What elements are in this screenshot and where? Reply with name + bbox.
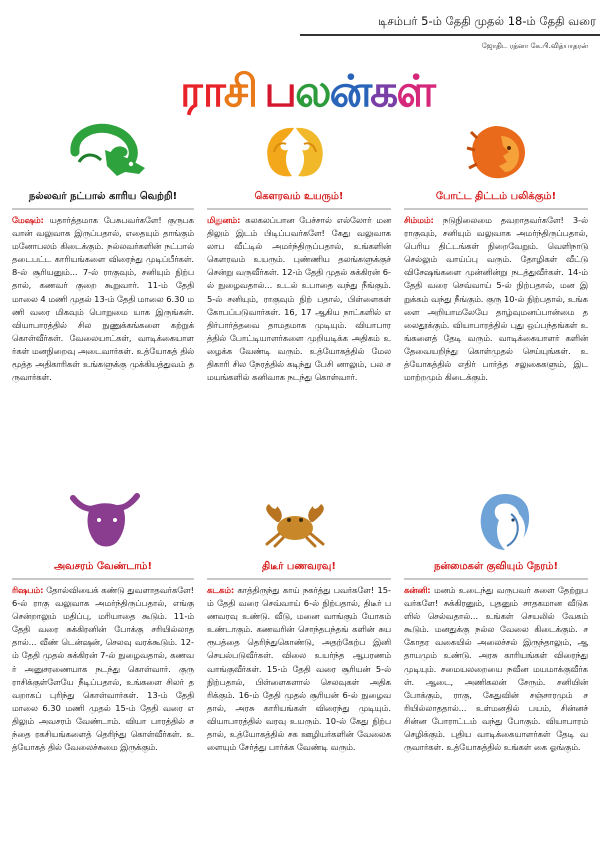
sign-rishabam <box>12 558 194 754</box>
sign-heading: நன்மைகள் குவியும் நேரம்! <box>404 558 588 580</box>
sign-simmam <box>404 188 588 384</box>
sign-text: நடுநிலைமை தவறாதவர்களே! 3-ல் ராகுவும், சனியும் வலுவாக அமர்ந்திருப்பதால், பெரிய திட்டங்கள் நிறைவேறும். வெளிநாடு செல்லும் வாய்ப்பு வரும். தோழிகள் வீட்டு விசேஷங்களை முன்னின்று நடத்துவீர்கள். 14-ம் தேதி வரை செவ்வாய் 5-ல் நிற்பதால், மன இறுக்கம் வந்து நீங்கும். குரு 10-ல் நிற்பதால், உங்களை அறியாமலேயே தாழ்வுமனப்பான்மை தலைதூக்கும். வியாபாரத்தில் புது ஒப்பந்தங்கள் உங்களைத் தேடி வரும். வாடிக்கையாளர் களின் தேவையறிந்து கொள்முதல் செய்யுங்கள். உத்யோகத்தில் எதிர் பார்த்த சலுகைகளும், இடமாற்றமும் கிடைக்கும். <box>404 215 588 383</box>
lion-icon <box>465 122 535 182</box>
sign-heading: கௌரவம் உயரும்! <box>207 188 391 210</box>
author-byline: ஜோதிட ரத்னா கே.பி.வித்யாதரன் <box>481 42 588 50</box>
title-letter: ல <box>294 66 330 117</box>
title-letter: ள் <box>396 66 434 117</box>
title-letter: ப <box>264 66 295 117</box>
sign-body <box>207 584 391 754</box>
sign-heading: திடீர் பணவரவு! <box>207 558 391 580</box>
sign-text: தோல்வியைக் கண்டு துவளாதவர்களே! 6-ல் ராகு வலுவாக அமர்ந்திருப்பதால், எங்கு சென்றாலும் மதிப்பு, மரியாதை கூடும். 11-ம் தேதி வரை சுக்கிரனின் போக்கு சரியில்லாததால்... வீண் டென்ஷன், செலவு வரக்கூடும். 12-ம் தேதி முதல் சுக்கிரன் 7-ல் நுழைவதால், கணவர் அனுசரணையாக நடந்து கொள்வார். குரு ராசிக்குள்ளேயே நீடிப்பதால், உங்களை சிலர் தவறாகப் புரிந்து கொள்வார்கள். 13-ம் தேதி மாலை 6.30 மணி முதல் 15-ம் தேதி வரை எதிலும் அவசரம் வேண்டாம். வியா பாரத்தில் சந்தை ரகசியங்களைத் தெரிந்து கொள்வீர்கள். உத்யோகத் தில் வேலைச்சுமை இருக்கும். <box>12 585 194 753</box>
sign-heading: அவசரம் வேண்டாம்! <box>12 558 194 580</box>
sign-heading: நல்லவர் நட்பால் காரிய வெற்றி! <box>12 188 194 210</box>
sign-kadagam <box>207 558 391 754</box>
title-letter: ரா <box>180 66 224 117</box>
title-letter: சி <box>223 66 257 117</box>
crab-icon <box>255 500 335 548</box>
sign-text: காத்திருந்து காய் நகர்த்து பவர்களே! 15-ம் தேதி வரை செவ்வாய் 6-ல் நிற்பதால், திடீர் பணவரவு உண்டு. வீடு, மனை வாங்கும் யோகம் உண்டாகும். கணவரின் சொந்தபந்தங் களின் சுயரூபத்தை தெரிந்துகொண்டு, அதற்கேற்ப இனி செயல்படுவீர்கள். விலை உயர்ந்த ஆபரணம் வாங்குவீர்கள். 15-ம் தேதி வரை சூரியன் 5-ல் நிற்பதால், பிள்ளைகளால் செலவுகள் அதிகரிக்கும். 16-ம் தேதி முதல் சூரியன் 6-ல் நுழைவதால், அரசு காரியங்கள் விரைந்து முடியும். வியாபாரத்தில் வரவு உயரும். 10-ல் கேது நிற்பதால், உத்யோகத்தில் சக ஊழியர்களின் வேலைகளையும் சேர்த்து பார்க்க வேண்டி வரும். <box>207 585 391 753</box>
sign-heading: போட்ட திட்டம் பலிக்கும்! <box>404 188 588 210</box>
sign-body <box>12 584 194 754</box>
sign-kanni <box>404 558 588 754</box>
header-divider <box>300 34 600 36</box>
bull-icon <box>65 488 145 550</box>
maiden-icon <box>475 490 535 554</box>
sign-text: யதார்த்தமாக பேசுபவர்களே! குருபகவான் வலுவாக இருப்பதால், எதையும் தாங்கும் மனோபலம் கிடைக்கும். நல்லவர்களின் நட்பால் தடைபட்ட காரியங்களை விரைந்து முடிப்பீர்கள். 8-ல் சூரியனும்... 7-ல் ராகுவும், சனியும் நிற்பதால், கணவர் குறை கூறுவார். 11-ம் தேதி மாலை 4 மணி முதல் 13-ம் தேதி மாலை 6.30 மணி வரை மிகவும் பொறுமை யாக இருங்கள். வியாபாரத்தில் சில நுணுக்கங்களை கற்றுக் கொள்வீர்கள். வேலையாட்கள், வாடிக்கையாளர்கள் மனநிறைவு அடைவார்கள். உத்யோகத் தில் மூத்த அதிகாரிகள் உங்களுக்கு முக்கியத்துவம் தருவார்கள். <box>12 215 194 383</box>
sign-body <box>12 214 194 384</box>
sign-mithunam <box>207 188 391 384</box>
page-title <box>180 66 434 117</box>
ram-icon <box>65 122 155 180</box>
sign-text: மனம் உடைந்து வருபவர் களை தேற்றுபவர்களே! சுக்கிரனும், புதனும் சாதகமான வீடுகளில் செல்வதால்... உங்கள் செயலில் வேகம் கூடும். மனதுக்கு நல்ல வேலை கிடைக்கும். சகோதர வகையில் அலைச்சல் இருந்தாலும், ஆதாயமும் உண்டு. அரசு காரியங்கள் விரைந்து முடியும். சமையலறையை நவீன மயமாக்குவீர்கள். ஆடை, அணிகலன் சேரும். சனியின் போக்கும், ராகு, கேதுவின் சஞ்சாரமும் சரியில்லாததால்... உள்மனதில் பயம், சின்னச் சின்ன போராட்டம் வந்து போகும். வியாபாரம் செழிக்கும். புதிய வாடிக்கையாளர்கள் தேடி வருவார்கள். உத்யோகத்தில் உங்கள் கை ஓங்கும். <box>404 585 588 753</box>
sign-body <box>207 214 391 384</box>
sign-lead: மேஷம்: <box>12 215 44 225</box>
title-letter: க <box>370 66 397 117</box>
sign-lead: கன்னி: <box>404 585 431 595</box>
date-range: டிசம்பர் 5-ம் தேதி முதல் 18-ம் தேதி வரை <box>378 14 596 28</box>
sign-lead: கடகம்: <box>207 585 235 595</box>
sign-text: கலகலப்பான பேச்சால் எல்லோர் மனதிலும் இடம் பிடிப்பவர்களே! கேது வலுவாக லாப வீட்டில் அமர்ந்திருப்பதால், உங்களின் கௌரவம் உயரும். புண்ணிய தலங்களுக்குச் சென்று வருவீர்கள். 12-ம் தேதி முதல் சுக்கிரன் 6-ல் நுழைவதால்... உடல் உபாதை வந்து நீங்கும். 5-ல் சனியும், ராகுவும் நிற் பதால், பிள்ளைகள் கோபப்படுவார்கள். 16, 17 ஆகிய நாட்களில் எதிர்பார்த்தவை தாமதமாக முடியும். வியாபாரத்தில் போட்டியாளர்களை முறியடிக்க அதிகம் உழைக்க வேண்டி வரும். உத்யோகத்தில் மேலதிகாரி சில நேரத்தில் கடிந்து பேசி னாலும், பல சமயங்களில் கனிவாக நடந்து கொள்வார். <box>207 215 391 383</box>
sign-lead: ரிஷபம்: <box>12 585 44 595</box>
sign-body <box>404 214 588 384</box>
title-letter: ன் <box>329 66 371 117</box>
sign-body <box>404 584 588 754</box>
twins-icon <box>250 122 340 182</box>
sign-mesham <box>12 188 194 384</box>
sign-lead: மிதுனம்: <box>207 215 241 225</box>
sign-lead: சிம்மம்: <box>404 215 434 225</box>
